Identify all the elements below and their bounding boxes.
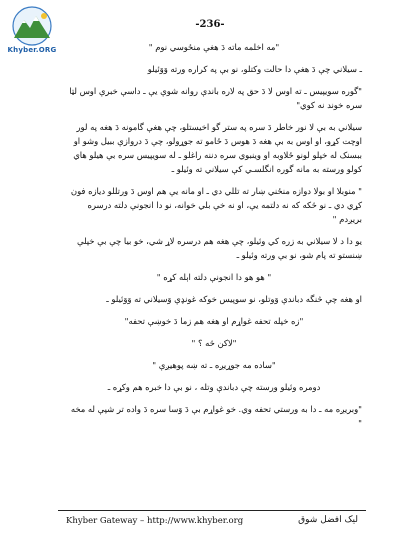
paragraph: "ساده مه جوړيږه ـ ته ښه پوهيږې " <box>152 360 276 370</box>
paragraph: " هو هو دا انجونې دلته اېله کړه " <box>156 272 272 282</box>
paragraph: "زه خپله تحفه غواړم او هغه هم زما دَ خوښې تحفه" <box>124 316 304 326</box>
paragraph: "گوره سويپيس ـ ته اوس لا دَ حق په لاره باندې روانه شوې يې ـ داسې خبرې اوس لټا سره خوند نه کوي" <box>69 86 362 110</box>
paragraph: " منوبلا او بولا دوازه منځني ښار ته تللي دي ـ او مانه يې هم اوس دَ ورتللو ديازه فون کړي دي ـ نو څکه که نه دلتمه يې، او نه خې بلي خوانه، نو دا انجونې دلته درسره بریږدم " <box>70 186 362 224</box>
logo-label: Khyber.ORG <box>7 46 57 54</box>
paragraph: او هغه چې څنگه دباندې وَوتلو، نو سوپيس خوکه غونډې وَسيلاني ته وَوَئيلو ـ <box>106 294 362 304</box>
page-body <box>66 40 362 438</box>
paragraph: "وبريږه مه ـ دا به ورستي تحفه وي. خو غواړم بې دَ وَسا سره دَ واده تر شپې له مخه " <box>70 404 362 428</box>
paragraph: ـ سيلاني چې دَ هغې دا حالت وکتلو، نو بې په کراره ورته وَوَئيلو <box>147 64 362 74</box>
paragraph: "لاکن څه ؟ " <box>191 338 237 348</box>
paragraph: يو دا د لا سيلاني به زره کي وئيلو، چې هغه هم درسره لاړ شي، خو بيا چې بې خپلې ښنستو ته پام شو، نو بې ورته وئيلو ـ <box>76 236 362 260</box>
paragraph: سيلاني به بې لا نور خاطر دَ سره په ستر گو اخيستلو، چې هغې گامونه دَ هغه په لور اوچت کړو، او اوس به بې هغه دَ هوس دَ ځامو ته جوړولو، چې دَ دروازې ببيل وشو او ببسنک له خپلو لونو ځلاوبه او وينبوي سره دننه راغلو ـ له سويپيس سره بې هيلو هاي کولو ورسته به مانه گوره انگلسـي کې سيلاني ته وئيلو ـ <box>73 122 362 174</box>
paragraph: دومره وئيلو ورسته چې دباندې وتله ، نو بې دا خبره هم وکړه ـ <box>107 382 321 392</box>
footer-divider <box>58 510 366 511</box>
paragraph: "مه اخلمه ماته دَ هغې منځوسي نوم " <box>148 42 280 52</box>
page-number: -236- <box>195 19 225 30</box>
footer-source: Khyber Gateway – http://www.khyber.org <box>66 516 244 526</box>
footer-author: ليک افضل شوق <box>298 515 358 525</box>
